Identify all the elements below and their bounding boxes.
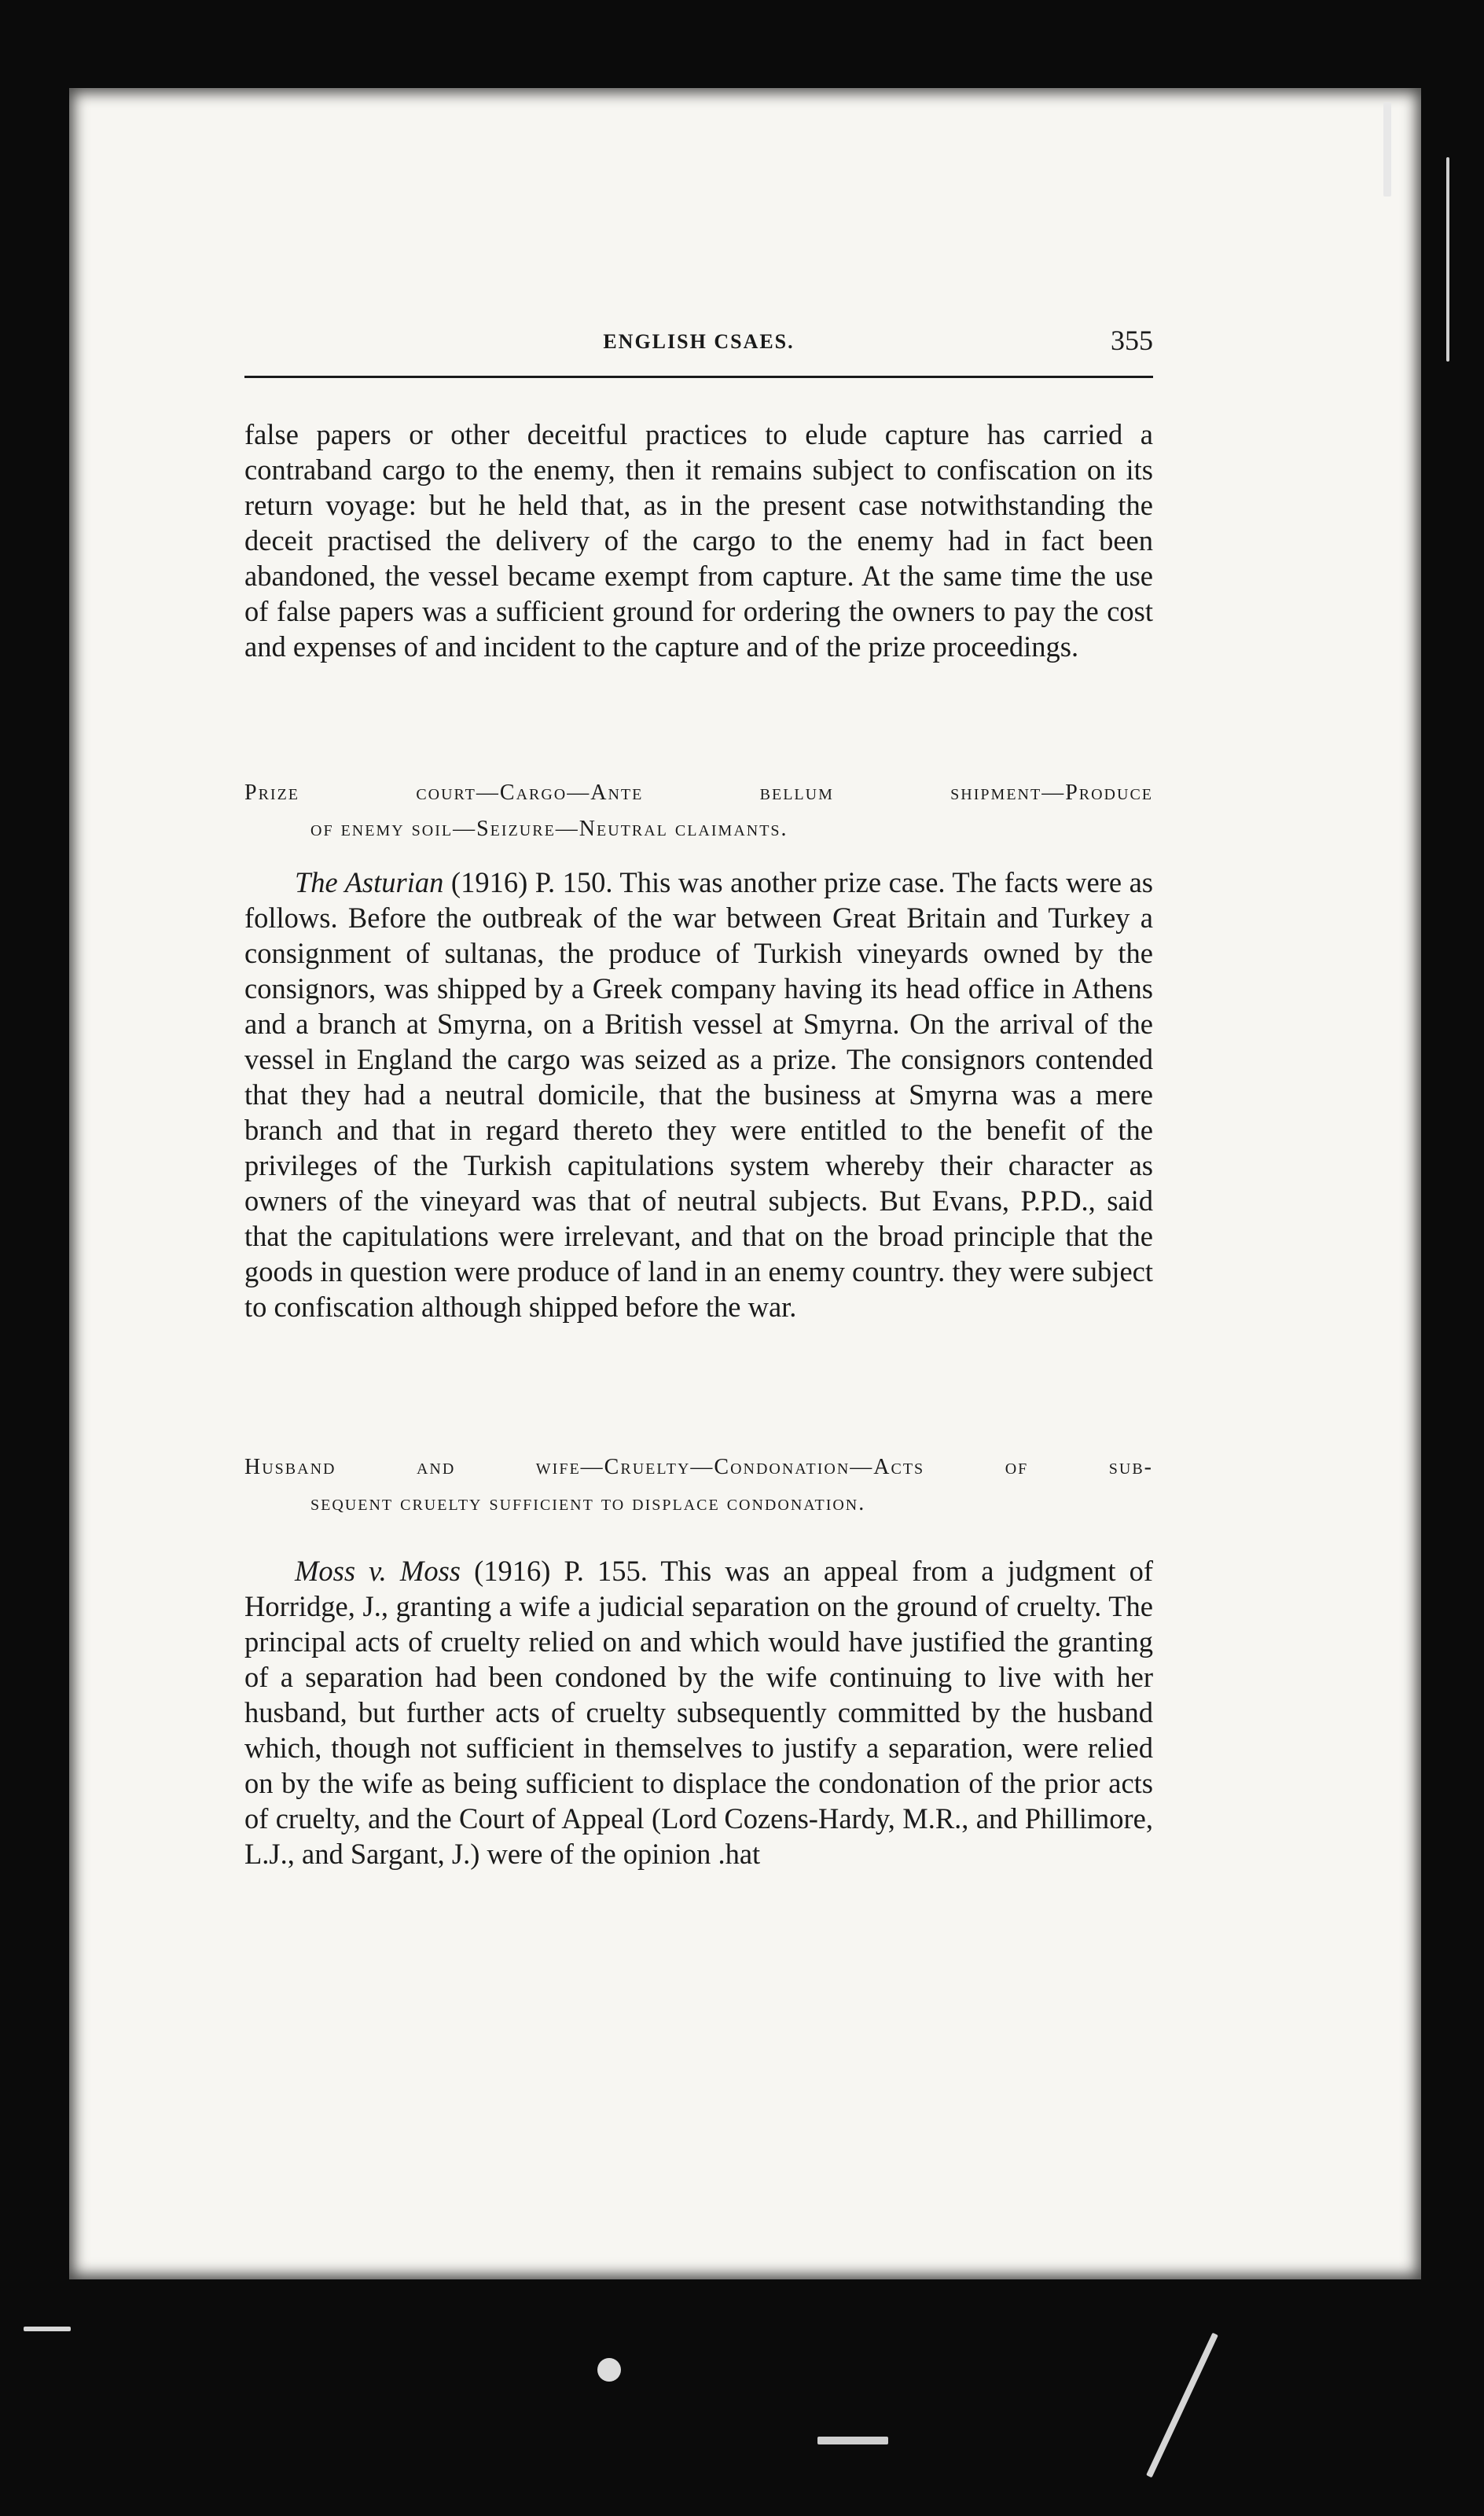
paragraph-moss <box>244 1553 1153 1871</box>
paragraph-asturian <box>244 865 1153 1324</box>
heading-line-2: of enemy soil—Seizure—Neutral claimants. <box>310 817 788 841</box>
paragraph-text <box>244 865 1153 1324</box>
scan-speck <box>24 2327 71 2331</box>
section-heading-husband-wife <box>244 1449 1153 1522</box>
page-header <box>244 324 1153 362</box>
scan-speck <box>597 2358 621 2382</box>
paragraph-text: false papers or other deceitful practices to elude capture has carried a contraband cargo to the enemy, then it remains subject to confiscation on its return voyage: but he held that, as in the present case notwithstanding the deceit practised the delivery of the cargo to the enemy had in fact been abandoned, the vessel became exempt from capture. At the same time the use of false papers was a sufficient ground for ordering the owners to pay the cost and expenses of and incident to the capture and of the prize proceedings. <box>244 418 1153 663</box>
heading-line-1: Prize court—Cargo—Ante bellum shipment—Produce <box>244 781 1153 805</box>
running-head: ENGLISH CSAES. <box>603 330 795 353</box>
header-rule <box>244 376 1153 378</box>
scan-speck <box>1146 2333 1218 2478</box>
case-name: The Asturian <box>295 866 444 898</box>
case-name: Moss v. Moss <box>295 1555 461 1587</box>
page-number: 355 <box>1111 325 1153 356</box>
heading-line-1: Husband and wife—Cruelty—Condonation—Acts of sub- <box>244 1455 1153 1479</box>
paragraph-text <box>244 1553 1153 1871</box>
paragraph-body: (1916) P. 155. This was an appeal from a judgment of Horridge, J., granting a wife a judicial separation on the ground of cruelty. The principal acts of cruelty relied on and which would have justified the granting of a separation had been condoned by the wife continuing to live with her husband, but further acts of cruelty subsequently committed by the husband which, though not sufficient in themselves to justify a separation, were relied on by the wife as being sufficient to displace the condonation of the prior acts of cruelty, and the Court of Appeal (Lord Cozens-Hardy, M.R., and Phillimore, L.J., and Sargant, J.) were of the opinion .hat <box>244 1555 1153 1870</box>
section-heading-prize-court <box>244 775 1153 847</box>
scan-speck <box>1446 157 1449 362</box>
scan-speck <box>817 2437 888 2444</box>
heading-line-2: sequent cruelty sufficient to displace condonation. <box>310 1491 866 1515</box>
scan-speck <box>1383 102 1391 197</box>
paragraph-continued <box>244 417 1153 664</box>
paragraph-body: (1916) P. 150. This was another prize case. The facts were as follows. Before the outbreak of the war between Great Britain and Turkey a consignment of sultanas, the produce of Turkish vineyards owned by the consignors, was shipped by a Greek company having its head office in Athens and a branch at Smyrna, on a British vessel at Smyrna. On the arrival of the vessel in England the cargo was seized as a prize. The consignors contended that they had a neutral domicile, that the business at Smyrna was a mere branch and that in regard thereto they were entitled to the benefit of the privileges of the Turkish capitulations system whereby their character as owners of the vineyard was that of neutral subjects. But Evans, P.P.D., said that the capitulations were irrelevant, and that on the broad principle that the goods in question were produce of land in an enemy country. they were subject to confiscation although shipped before the war. <box>244 866 1153 1323</box>
